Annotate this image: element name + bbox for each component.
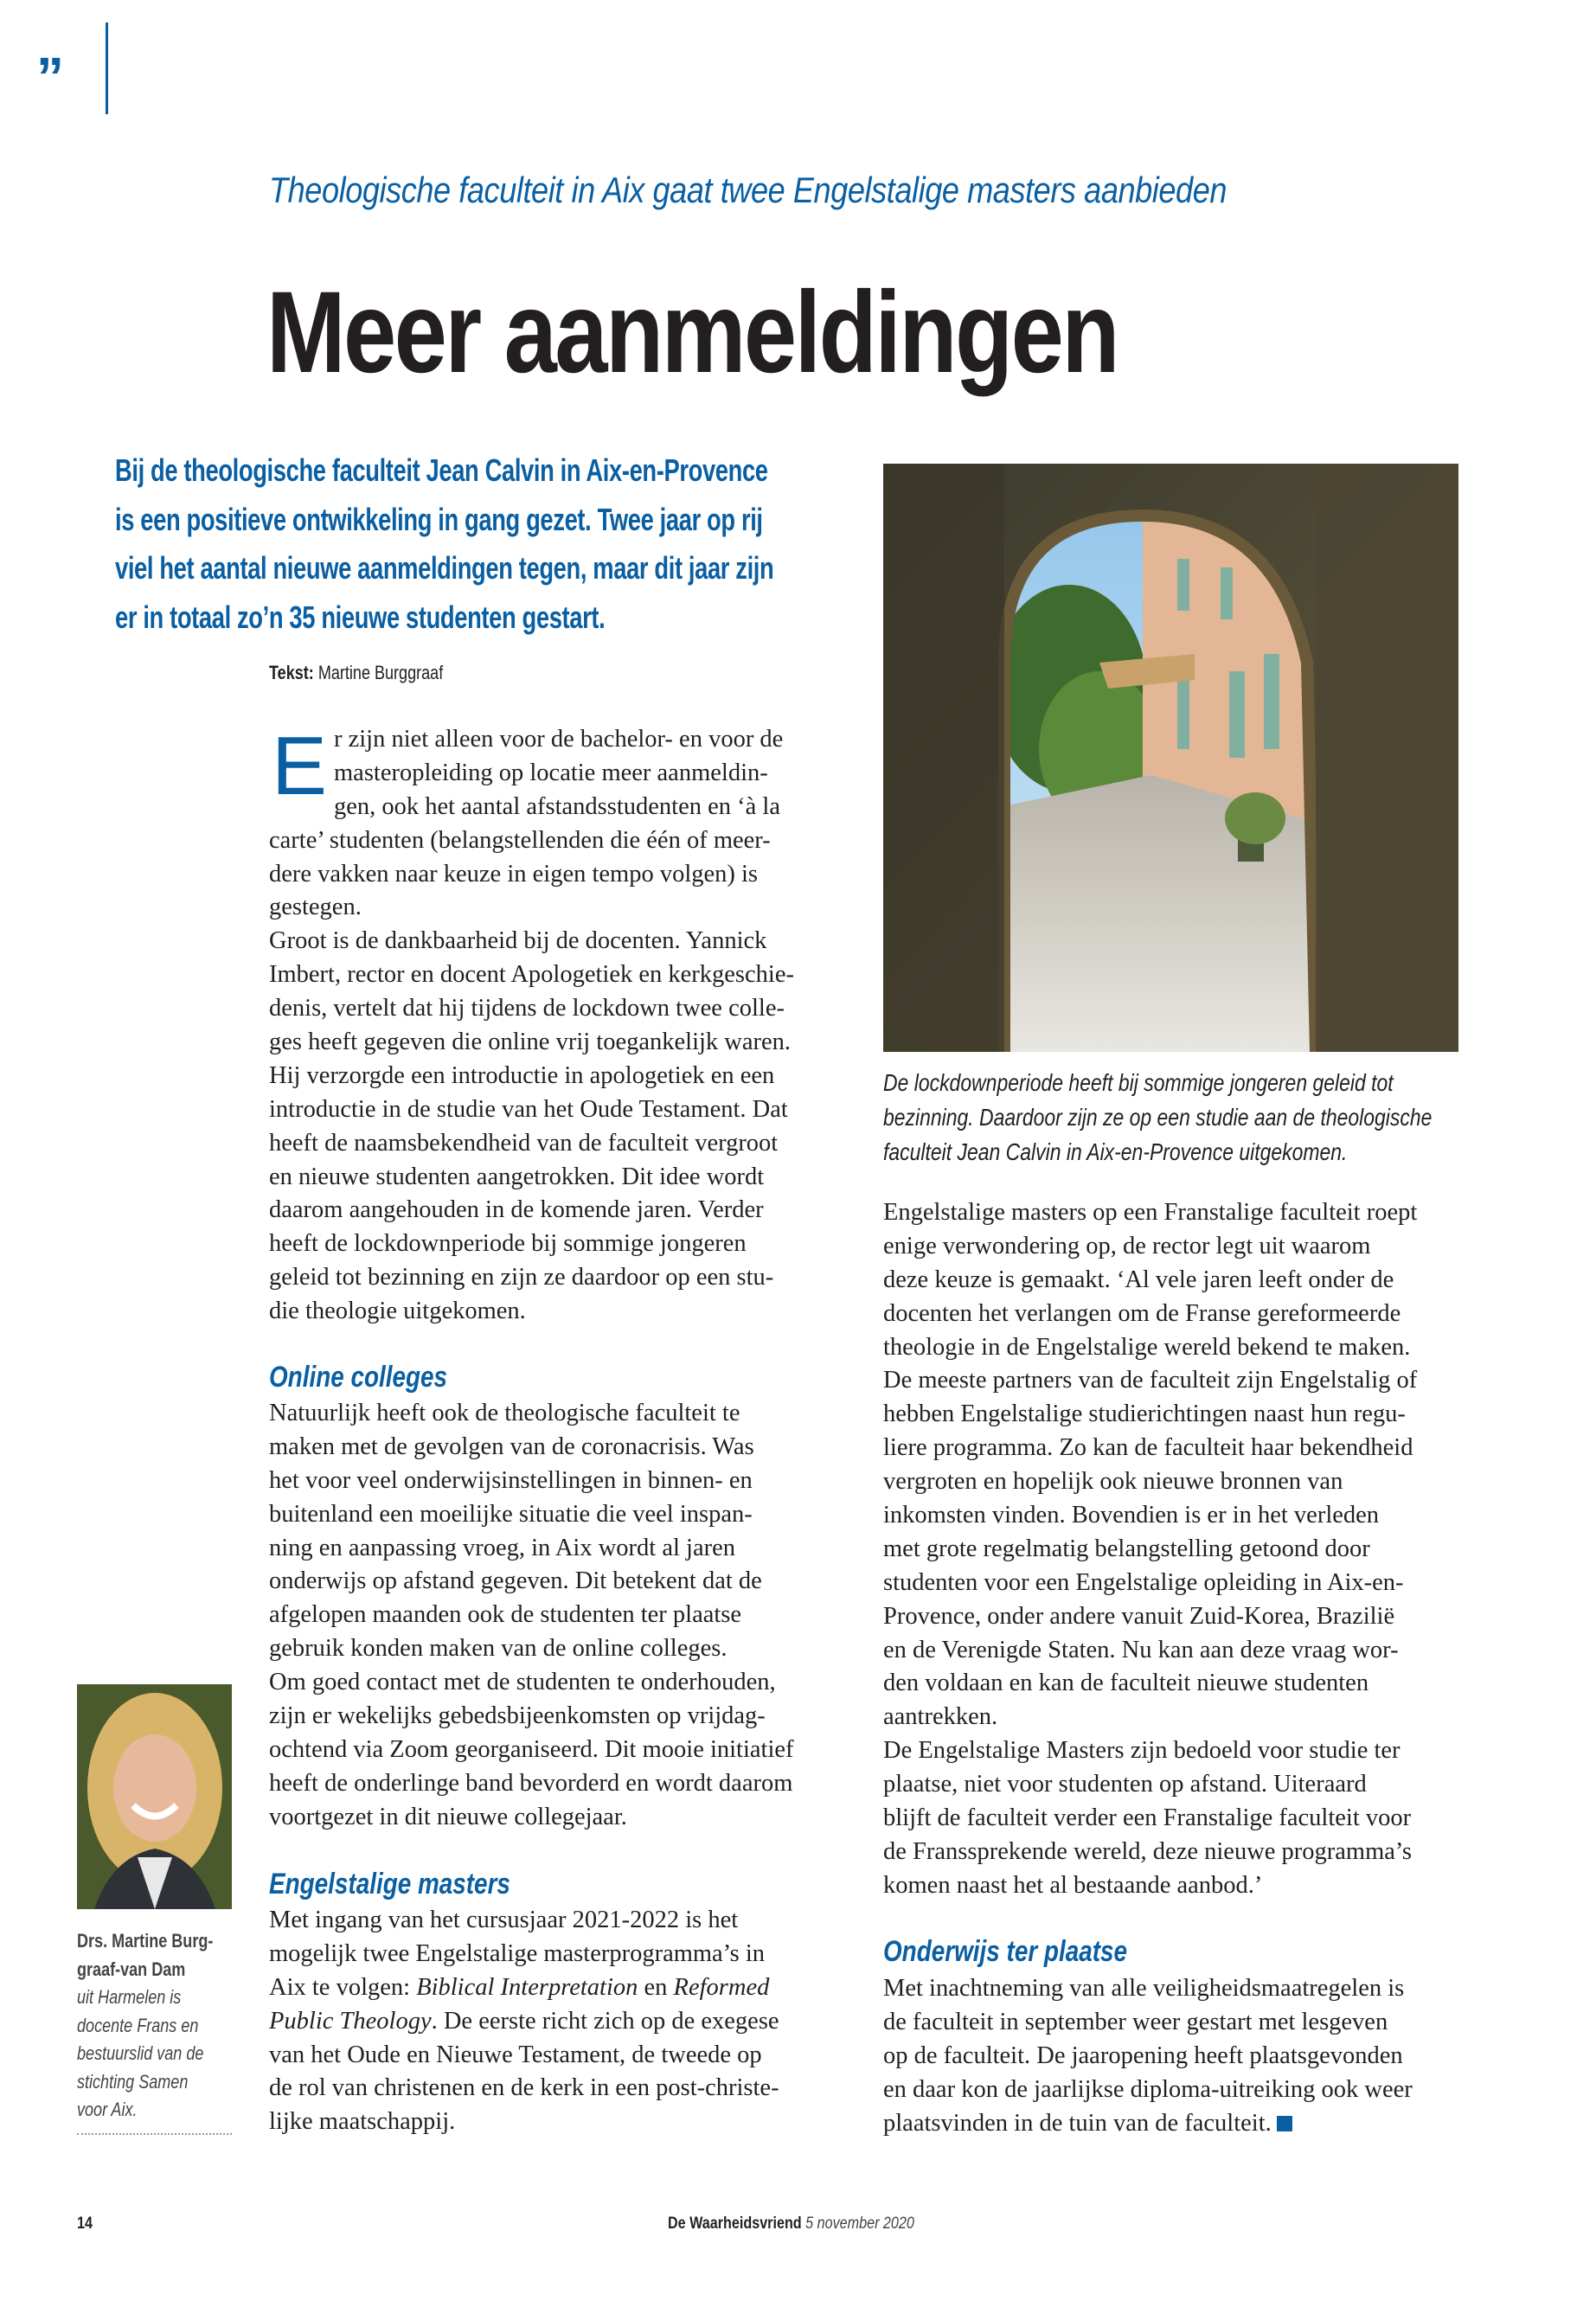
- text-line: voortgezet in dit nieuwe collegejaar.: [269, 1803, 627, 1830]
- text-line: Om goed contact met de studenten te onderhouden,: [269, 1669, 776, 1696]
- text-line: het voor veel onderwijsinstellingen in binnen- en: [269, 1466, 753, 1494]
- heading-onderwijs-ter-plaatse: Onderwijs ter plaatse: [883, 1935, 1128, 1968]
- article-title: Meer aanmeldingen: [266, 268, 1118, 397]
- text-line: mogelijk twee Engelstalige masterprogramma’s in: [269, 1939, 766, 1967]
- text-line: met grote regelmatig belangstelling getoond door: [883, 1535, 1370, 1562]
- author-bio-line: stichting Samen: [77, 2070, 189, 2093]
- text-line: Met ingang van het cursusjaar 2021-2022 is het: [269, 1907, 739, 1933]
- text-line: zijn er wekelijks gebedsbijeenkomsten op vrijdag-: [269, 1702, 766, 1730]
- text-line: buitenland een moeilijke situatie die veel inspan-: [269, 1500, 753, 1528]
- body-left-part2: [269, 1397, 857, 1835]
- text-line: en nieuwe studenten aangetrokken. Dit idee wordt: [269, 1163, 765, 1190]
- photo-caption: [883, 1066, 1553, 1170]
- text-line: van het Oude en Nieuwe Testament, de tweede op: [269, 2041, 762, 2068]
- text-line: maken met de gevolgen van de coronacrisis. Was: [269, 1433, 754, 1460]
- text-line: gestegen.: [269, 894, 362, 921]
- text-line: Groot is de dankbaarheid bij de docenten. Yannick: [269, 927, 767, 955]
- article-kicker: Theologische faculteit in Aix gaat twee Engelstalige masters aanbieden: [269, 170, 1227, 210]
- text-line: Met inachtneming van alle veiligheidsmaatregelen is: [883, 1975, 1405, 2002]
- caption-line: De lockdownperiode heeft bij sommige jongeren geleid tot: [883, 1069, 1394, 1096]
- text-line: Natuurlijk heeft ook de theologische faculteit te: [269, 1400, 740, 1426]
- text-segment: Aix te volgen:: [269, 1973, 417, 2001]
- author-caption: [77, 1927, 243, 2125]
- text-line: inkomsten vinden. Bovendien is er in het verleden: [883, 1502, 1380, 1529]
- text-line: introductie in de studie van het Oude Testament. Dat: [269, 1095, 788, 1123]
- text-line: denis, vertelt dat hij tijdens de lockdown twee colle-: [269, 995, 785, 1022]
- author-bio-line: uit Harmelen is: [77, 1986, 182, 2008]
- text-line: de faculteit in september weer gestart met lesgeven: [883, 2008, 1388, 2035]
- article-photo-archway: [883, 464, 1458, 1052]
- heading-engelstalige-masters: Engelstalige masters: [269, 1868, 510, 1900]
- intro-line: er in totaal zo’n 35 nieuwe studenten gestart.: [115, 599, 606, 635]
- text-line: liere programma. Zo kan de faculteit haar bekendheid: [883, 1434, 1413, 1462]
- text-line: theologie in de Engelstalige wereld bekend te maken.: [883, 1333, 1411, 1361]
- italic-title: Reformed: [673, 1973, 770, 2001]
- body-right-part2: [883, 1972, 1471, 2140]
- text-line: de rol van christenen en de kerk in een post-christe-: [269, 2074, 779, 2102]
- italic-title: Public Theology: [269, 2007, 432, 2035]
- text-line: [269, 2005, 857, 2039]
- body-left-part1: [269, 720, 857, 1329]
- text-line: gen, ook het aantal afstandsstudenten en ‘à la: [334, 792, 780, 820]
- text-line: de Franssprekende wereld, deze nieuwe programma’s: [883, 1837, 1412, 1865]
- author-bio-line: docente Frans en: [77, 2014, 199, 2036]
- text-line: op de faculteit. De jaaropening heeft plaatsgevonden: [883, 2041, 1403, 2069]
- article-intro: [115, 446, 982, 642]
- text-line: en daar kon de jaarlijkse diploma-uitreiking ook weer: [883, 2075, 1413, 2103]
- text-line: en de Verenigde Staten. Nu kan aan deze vraag wor-: [883, 1636, 1399, 1663]
- text-line: geleid tot bezinning en zijn ze daardoor op een stu-: [269, 1264, 774, 1292]
- text-line: De Engelstalige Masters zijn bedoeld voor studie ter: [883, 1737, 1401, 1765]
- text-line: ning en aanpassing vroeg, in Aix wordt al jaren: [269, 1534, 735, 1561]
- text-line: r zijn niet alleen voor de bachelor- en voor de: [334, 726, 784, 753]
- text-line: heeft de lockdownperiode bij sommige jongeren: [269, 1230, 747, 1258]
- text-line: vergroten en hopelijk ook nieuwe bronnen van: [883, 1468, 1343, 1496]
- text-segment: en: [638, 1973, 674, 2001]
- author-portrait: [77, 1684, 232, 1909]
- caption-divider: [77, 2133, 232, 2135]
- body-right-part1: [883, 1196, 1471, 1903]
- footer-publication: [668, 2214, 914, 2234]
- text-segment: . De eerste richt zich op de exegese: [431, 2007, 779, 2035]
- end-of-article-icon: [1277, 2116, 1292, 2131]
- text-line: lijke maatschappij.: [269, 2108, 456, 2136]
- intro-line: Bij de theologische faculteit Jean Calvin in Aix-en-Provence: [115, 452, 768, 488]
- caption-line: faculteit Jean Calvin in Aix-en-Provence uitgekomen.: [883, 1138, 1348, 1165]
- publication-date: 5 november 2020: [805, 2214, 914, 2233]
- text-line: masteropleiding op locatie meer aanmeldin-: [334, 759, 768, 786]
- caption-line: bezinning. Daardoor zijn ze op een studie aan de theologische: [883, 1104, 1433, 1131]
- intro-line: viel het aantal nieuwe aanmeldingen tegen, maar dit jaar zijn: [115, 550, 774, 586]
- italic-title: Biblical Interpretation: [416, 1973, 638, 2001]
- text-line: Hij verzorgde een introductie in apologetiek en een: [269, 1061, 775, 1089]
- publication-name: De Waarheidsvriend: [668, 2214, 802, 2233]
- text-line: carte’ studenten (belangstellenden die één of meer-: [269, 826, 771, 854]
- text-line: hebben Engelstalige studierichtingen naast hun regu-: [883, 1400, 1406, 1428]
- text-line: [269, 1971, 857, 2005]
- quote-icon: ”: [36, 46, 59, 108]
- text-line: ochtend via Zoom georganiseerd. Dit mooie initiatief: [269, 1735, 794, 1763]
- text-line: aantrekken.: [883, 1703, 998, 1731]
- text-line: dere vakken naar keuze in eigen tempo volgen) is: [269, 860, 759, 888]
- author-bio-line: bestuurslid van de: [77, 2042, 204, 2064]
- text-line: docenten het verlangen om de Franse gereformeerde: [883, 1299, 1401, 1327]
- byline-label: Tekst:: [269, 662, 314, 683]
- text-line: den voldaan en kan de faculteit nieuwe studenten: [883, 1670, 1369, 1697]
- text-line: heeft de naamsbekendheid van de faculteit vergroot: [269, 1129, 779, 1157]
- author-bio-line: voor Aix.: [77, 2099, 138, 2120]
- text-line: heeft de onderlinge band bevorderd en wordt daarom: [269, 1769, 793, 1797]
- text-line: ges heeft gegeven die online vrij toegankelijk waren.: [269, 1029, 792, 1056]
- text-line: onderwijs op afstand gegeven. Dit betekent dat de: [269, 1567, 762, 1595]
- text-line: Engelstalige masters op een Franstalige faculteit roept: [883, 1199, 1418, 1226]
- text-line: plaatsvinden in de tuin van de faculteit.: [883, 2107, 1471, 2141]
- text-line: komen naast het al bestaande aanbod.’: [883, 1871, 1263, 1899]
- text-line: studenten voor een Engelstalige opleiding in Aix-en-: [883, 1568, 1404, 1596]
- text-line: deze keuze is gemaakt. ‘Al vele jaren leeft onder de: [883, 1266, 1394, 1293]
- byline-author: Martine Burggraaf: [317, 662, 444, 683]
- drop-cap: E: [272, 720, 328, 812]
- heading-online-colleges: Online colleges: [269, 1361, 448, 1394]
- text-line: afgelopen maanden ook de studenten ter plaatse: [269, 1601, 742, 1629]
- text-line: die theologie uitgekomen.: [269, 1298, 526, 1325]
- text-line: gebruik konden maken van de online colleges.: [269, 1635, 727, 1663]
- author-name-line: Drs. Martine Burg-: [77, 1930, 214, 1952]
- text-line: De meeste partners van de faculteit zijn Engelstalig of: [883, 1367, 1418, 1394]
- text-line: enige verwondering op, de rector legt uit waarom: [883, 1232, 1371, 1259]
- text-line: blijft de faculteit verder een Franstalige faculteit voor: [883, 1804, 1412, 1832]
- page-number: 14: [77, 2214, 93, 2233]
- author-name-line: graaf-van Dam: [77, 1958, 186, 1980]
- section-divider: [106, 22, 108, 114]
- text-line: daarom aangehouden in de komende jaren. Verder: [269, 1196, 764, 1224]
- text-line: Provence, onder andere vanuit Zuid-Korea, Brazilië: [883, 1602, 1395, 1630]
- intro-line: is een positieve ontwikkeling in gang gezet. Twee jaar op rij: [115, 501, 763, 537]
- text-line: Imbert, rector en docent Apologetiek en kerkgeschie-: [269, 961, 794, 989]
- body-left-part3: [269, 1904, 857, 2139]
- byline: [269, 662, 443, 684]
- text-line: plaatse, niet voor studenten op afstand. Uiteraard: [883, 1771, 1367, 1798]
